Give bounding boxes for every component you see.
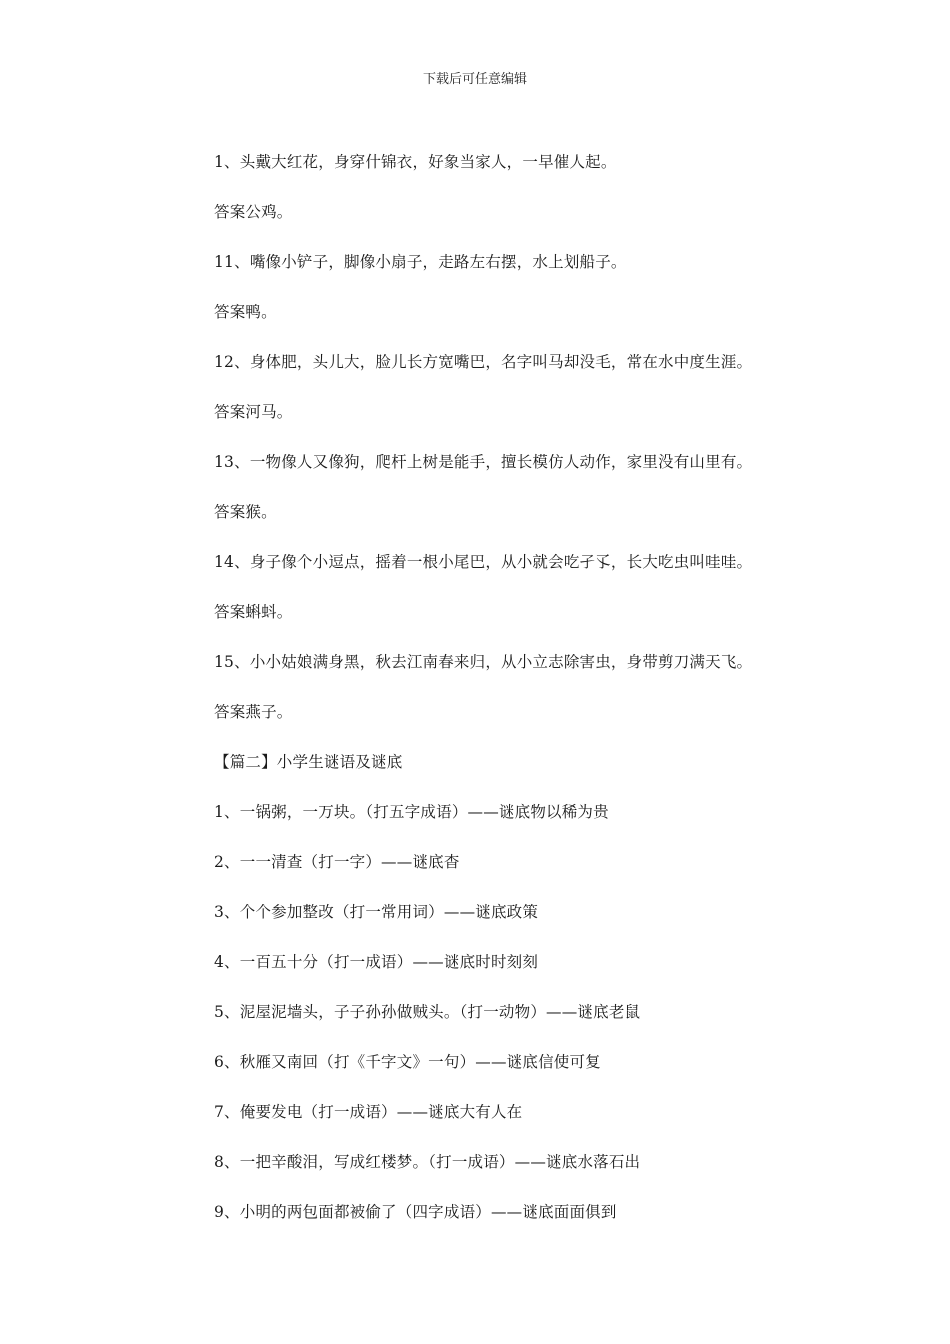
riddle-line: 12、身体肥，头儿大，脸儿长方宽嘴巴，名字叫马却没毛，常在水中度生涯。 bbox=[214, 353, 753, 371]
riddle-line: 8、一把辛酸泪，写成红楼梦。（打一成语）——谜底水落石出 bbox=[214, 1153, 641, 1171]
answer-line: 答案蝌蚪。 bbox=[214, 603, 293, 621]
answer-line: 答案燕子。 bbox=[214, 703, 293, 721]
riddle-line: 1、头戴大红花，身穿什锦衣，好象当家人，一早催人起。 bbox=[214, 153, 617, 171]
riddle-line: 5、泥屋泥墙头，子子孙孙做贼头。（打一动物）——谜底老鼠 bbox=[214, 1003, 641, 1021]
riddle-line: 14、身子像个小逗点，摇着一根小尾巴，从小就会吃孑孓，长大吃虫叫哇哇。 bbox=[214, 553, 753, 571]
riddle-line: 13、一物像人又像狗，爬杆上树是能手，擅长模仿人动作，家里没有山里有。 bbox=[214, 453, 753, 471]
riddle-line: 15、小小姑娘满身黑，秋去江南春来归，从小立志除害虫，身带剪刀满天飞。 bbox=[214, 653, 753, 671]
riddle-line: 1、一锅粥，一万块。（打五字成语）——谜底物以稀为贵 bbox=[214, 803, 609, 821]
document-body bbox=[214, 147, 854, 1247]
riddle-line: 6、秋雁又南回（打《千字文》一句）——谜底信使可复 bbox=[214, 1053, 601, 1071]
riddle-line: 2、一一清查（打一字）——谜底杳 bbox=[214, 853, 460, 871]
riddle-line: 9、小明的两包面都被偷了（四字成语）——谜底面面俱到 bbox=[214, 1203, 617, 1221]
section-heading: 【篇二】小学生谜语及谜底 bbox=[214, 753, 403, 771]
riddle-line: 11、嘴像小铲子，脚像小扇子，走路左右摆，水上划船子。 bbox=[214, 253, 627, 271]
answer-line: 答案鸭。 bbox=[214, 303, 277, 321]
answer-line: 答案猴。 bbox=[214, 503, 277, 521]
riddle-line: 3、个个参加整改（打一常用词）——谜底政策 bbox=[214, 903, 539, 921]
riddle-line: 7、俺要发电（打一成语）——谜底大有人在 bbox=[214, 1103, 523, 1121]
riddle-line: 4、一百五十分（打一成语）——谜底时时刻刻 bbox=[214, 953, 539, 971]
answer-line: 答案河马。 bbox=[214, 403, 293, 421]
answer-line: 答案公鸡。 bbox=[214, 203, 293, 221]
page-header-note: 下载后可任意编辑 bbox=[422, 72, 527, 87]
